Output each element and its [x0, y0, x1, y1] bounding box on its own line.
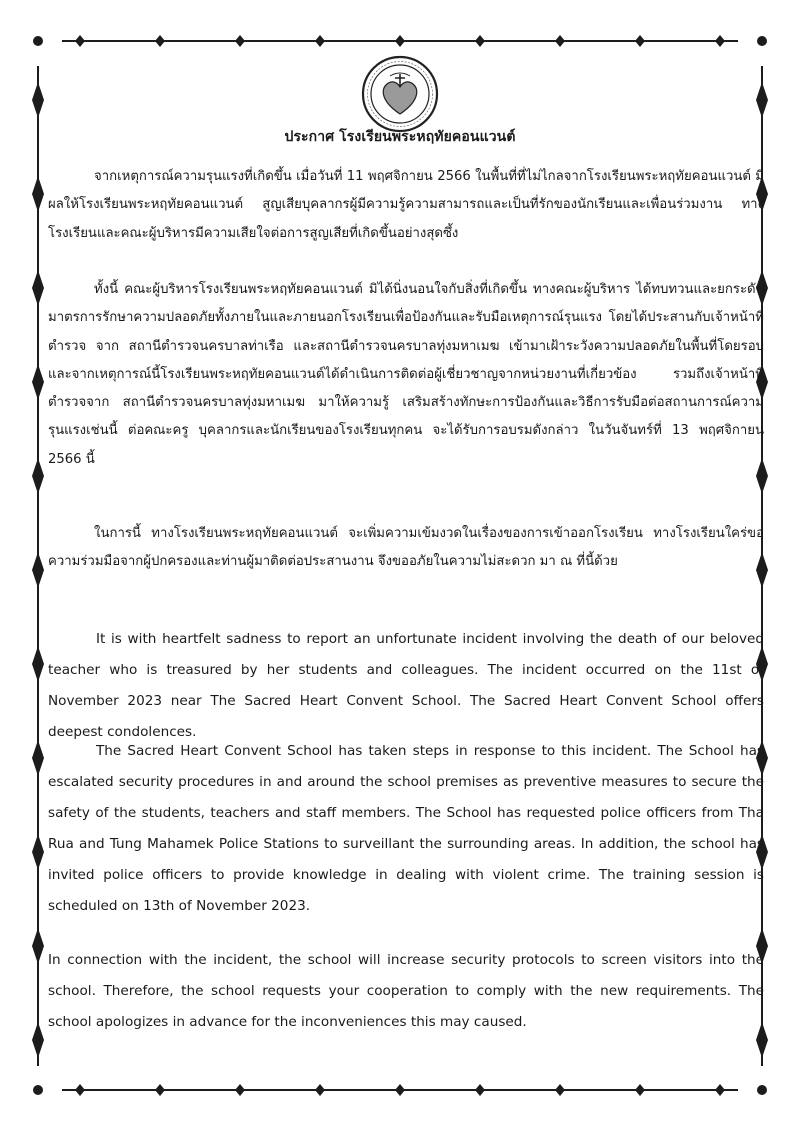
- border-diamond: [235, 35, 245, 47]
- school-seal-logo: [360, 54, 440, 134]
- border-diamond: [395, 1084, 405, 1096]
- thai-paragraph-2: ทั้งนี้ คณะผู้บริหารโรงเรียนพระหฤทัยคอนแวนต์ มิได้นิ่งนอนใจกับสิ่งที่เกิดขึ้น ทางคณะผู้บริหาร ได้ทบทวนและยกระดับมาตรการรักษาความปลอดภัยทั้งภายในและภายนอกโรงเรียนเพื่อป้องกันและรับมือเหตุการณ์รุนแรง โดยได้ประสานกับเจ้าหน้าที่ตำรวจ จาก สถานีตำรวจนครบาลท่าเรือ และสถานีตำรวจนครบาลทุ่งมหาเมฆ เข้ามาเฝ้าระวังความปลอดภัยในพื้นที่โดยรอบ และจากเหตุการณ์นี้โรงเรียนพระหฤทัยคอนแวนต์ได้ดำเนินการติดต่อผู้เชี่ยวชาญจากหน่วยงานที่เกี่ยวข้อง รวมถึงเจ้าหน้าที่ตำรวจจาก สถานีตำรวจนครบาลทุ่งมหาเมฆ มาให้ความรู้ เสริมสร้างทักษะการป้องกันและวิธีการรับมือต่อสถานการณ์ความรุนแรงเช่นนี้ ต่อคณะครู บุคลากรและนักเรียนของโรงเรียนทุกคน จะได้รับการอบรมดังกล่าว ในวันจันทร์ที่ 13 พฤศจิกายน 2566 นี้: [48, 282, 764, 467]
- border-diamond: [315, 1084, 325, 1096]
- border-diamond: [155, 35, 165, 47]
- thai-paragraph-3: ในการนี้ ทางโรงเรียนพระหฤทัยคอนแวนต์ จะเพิ่มความเข้มงวดในเรื่องของการเข้าออกโรงเรียน ทางโรงเรียนใคร่ขอความร่วมมือจากผู้ปกครองและท่านผู้มาติดต่อประสานงาน จึงขออภัยในความไม่สะดวก มา ณ ที่นี้ด้วย: [48, 526, 764, 570]
- border-diamond: [75, 35, 85, 47]
- border-diamond: [32, 82, 44, 118]
- border-diamond: [32, 646, 44, 682]
- english-paragraph-2: The Sacred Heart Convent School has taken steps in response to this incident. The School has escalated security procedures in and around the school premises as preventive measures to secure the safety of the students, teachers and staff members. The School has requested police officers from Tha Rua and Tung Mahamek Police Stations to surveillant the surrounding areas. In addition, the school has invited police officers to provide knowledge in dealing with violent crime. The training session is scheduled on 13th of November 2023.: [48, 743, 764, 914]
- border-diamond: [155, 1084, 165, 1096]
- border-diamond: [32, 552, 44, 588]
- border-diamond: [235, 1084, 245, 1096]
- announcement-title: ประกาศ โรงเรียนพระหฤทัยคอนแวนต์: [284, 129, 516, 145]
- border-diamond: [635, 35, 645, 47]
- border-diamond: [475, 1084, 485, 1096]
- thai-paragraph-1: จากเหตุการณ์ความรุนแรงที่เกิดขึ้น เมื่อวันที่ 11 พฤศจิกายน 2566 ในพื้นที่ที่ไม่ไกลจากโรงเรียนพระหฤทัยคอนแวนต์ มีผลให้โรงเรียนพระหฤทัยคอนแวนต์ สูญเสียบุคลากรผู้มีความรู้ความสามารถและเป็นที่รักของนักเรียนและเพื่อนร่วมงาน ทางโรงเรียนและคณะผู้บริหารมีความเสียใจต่อการสูญเสียที่เกิดขึ้นอย่างสุดซึ้ง: [48, 169, 764, 241]
- border-diamond: [715, 35, 725, 47]
- border-diamond: [32, 928, 44, 964]
- border-diamond: [32, 364, 44, 400]
- border-diamond: [555, 1084, 565, 1096]
- border-diamond: [475, 35, 485, 47]
- border-diamond: [315, 35, 325, 47]
- border-diamond: [32, 458, 44, 494]
- border-diamond: [32, 1022, 44, 1058]
- border-diamond: [75, 1084, 85, 1096]
- border-diamond: [32, 740, 44, 776]
- border-diamond: [715, 1084, 725, 1096]
- border-diamond: [635, 1084, 645, 1096]
- border-diamond: [555, 35, 565, 47]
- border-diamond: [32, 834, 44, 870]
- english-paragraph-1: It is with heartfelt sadness to report an unfortunate incident involving the death of our beloved teacher who is treasured by her students and colleagues. The incident occurred on the 11st of November 2023 near The Sacred Heart Convent School. The Sacred Heart Convent School offers deepest condolences.: [48, 631, 764, 740]
- border-diamond: [756, 82, 768, 118]
- border-diamond: [395, 35, 405, 47]
- border-diamond: [32, 270, 44, 306]
- english-paragraph-3: In connection with the incident, the school will increase security protocols to screen visitors into the school. Therefore, the school requests your cooperation to comply with the new requirements. The school apologizes in advance for the inconveniences this may caused.: [48, 952, 764, 1030]
- border-diamond: [32, 176, 44, 212]
